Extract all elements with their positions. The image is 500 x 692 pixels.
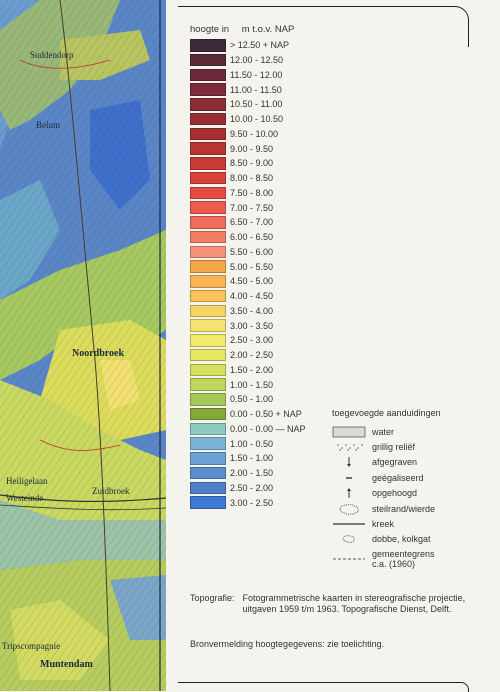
legend-range: 0.00 - 0.50 + NAP xyxy=(230,409,302,420)
legend-entry xyxy=(190,318,306,333)
legend-range: 3.00 - 2.50 xyxy=(230,497,274,508)
place-label: Noordbroek xyxy=(72,348,125,359)
source-note: Bronvermelding hoogtegegevens: zie toelichting. xyxy=(190,639,385,649)
legend-range: 6.50 - 7.00 xyxy=(230,217,274,228)
legend-entry xyxy=(190,304,306,319)
legend-range: 6.00 - 6.50 xyxy=(230,232,274,243)
legend-swatch xyxy=(190,216,226,229)
extras-label: steilrand/wierde xyxy=(372,503,436,514)
extras-title: toegevoegde aanduidingen xyxy=(332,408,441,418)
scalloped-small-icon xyxy=(332,533,366,545)
extras-item xyxy=(332,501,442,516)
legend-entry xyxy=(190,200,306,215)
legend-entry xyxy=(190,97,306,112)
legend-entry xyxy=(190,451,306,466)
extras-label: geégaliseerd xyxy=(372,472,424,483)
legend-entry xyxy=(190,230,306,245)
legend-entry xyxy=(190,215,306,230)
extras-label: dobbe, kolkgat xyxy=(372,534,431,545)
legend-swatch xyxy=(190,246,226,259)
place-label: Muntendam xyxy=(40,659,93,670)
legend-range: 1.50 - 2.00 xyxy=(230,364,274,375)
legend-range: 10.50 - 11.00 xyxy=(230,99,283,110)
extras-item xyxy=(332,547,442,571)
extras-label: kreek xyxy=(372,519,395,530)
extras-item xyxy=(332,424,442,439)
legend-range: 8.50 - 9.00 xyxy=(230,158,274,169)
legend-entry xyxy=(190,289,306,304)
extras-item xyxy=(332,532,442,547)
legend-range: 7.00 - 7.50 xyxy=(230,202,274,213)
legend-entry xyxy=(190,274,306,289)
extras-item xyxy=(332,470,442,485)
legend-swatch xyxy=(190,393,226,406)
legend-swatch xyxy=(190,98,226,111)
legend-entry xyxy=(190,348,306,363)
legend-range: 0.00 - 0.00 — NAP xyxy=(230,423,306,434)
legend-swatch xyxy=(190,334,226,347)
elevation-scale xyxy=(190,38,306,510)
legend-entry xyxy=(190,245,306,260)
legend-swatch xyxy=(190,69,226,82)
legend-entry xyxy=(190,363,306,378)
legend-range: 4.00 - 4.50 xyxy=(230,291,274,302)
legend-swatch xyxy=(190,187,226,200)
legend-swatch xyxy=(190,349,226,362)
legend-range: 1.50 - 1.00 xyxy=(230,453,274,464)
legend-entry xyxy=(190,481,306,496)
legend-range: 2.00 - 2.50 xyxy=(230,350,274,361)
legend-entry xyxy=(190,392,306,407)
legend-unit: m t.o.v. NAP xyxy=(241,24,295,35)
water-swatch-icon xyxy=(332,426,366,438)
place-label: Zuidbroek xyxy=(92,486,130,496)
legend-title xyxy=(190,24,294,35)
place-label: Westeinde xyxy=(6,493,44,503)
legend-entry xyxy=(190,68,306,83)
legend-entry xyxy=(190,495,306,510)
legend-swatch xyxy=(190,128,226,141)
legend-swatch xyxy=(190,113,226,126)
place-label: Suddendorp xyxy=(30,50,74,60)
legend-swatch xyxy=(190,437,226,450)
legend-entry xyxy=(190,53,306,68)
legend-entry xyxy=(190,156,306,171)
legend-range: > 12.50 + NAP xyxy=(230,40,290,51)
elevation-map xyxy=(0,0,166,691)
scalloped-outline-icon xyxy=(332,503,366,515)
legend-range: 5.50 - 6.00 xyxy=(230,246,274,257)
legend-range: 11.50 - 12.00 xyxy=(230,69,283,80)
legend-swatch xyxy=(190,319,226,332)
extras-item xyxy=(332,486,442,501)
extras-label: afgegraven xyxy=(372,457,418,468)
extras-list xyxy=(332,424,442,571)
topografie-note xyxy=(190,593,473,615)
legend-swatch xyxy=(190,364,226,377)
up-arrow-icon xyxy=(332,487,366,499)
legend-range: 5.00 - 5.50 xyxy=(230,261,274,272)
dashed-line-icon xyxy=(332,553,366,565)
legend-swatch xyxy=(190,275,226,288)
legend-swatch xyxy=(190,260,226,273)
topografie-label: Topografie: xyxy=(190,593,235,603)
dotted-relief-icon xyxy=(332,441,366,453)
legend-swatch xyxy=(190,201,226,214)
legend-entry xyxy=(190,127,306,142)
legend-entry xyxy=(190,112,306,127)
legend-swatch xyxy=(190,496,226,509)
legend-entry xyxy=(190,422,306,437)
legend-entry xyxy=(190,38,306,53)
legend-range: 4.50 - 5.00 xyxy=(230,276,274,287)
extras-label: water xyxy=(372,426,395,437)
legend-entry xyxy=(190,141,306,156)
legend-title-text: hoogte in xyxy=(190,24,230,35)
extras-item xyxy=(332,455,442,470)
extras-label: opgehoogd xyxy=(372,488,418,499)
legend-swatch xyxy=(190,467,226,480)
legend-swatch xyxy=(190,452,226,465)
legend-range: 2.00 - 1.50 xyxy=(230,468,274,479)
legend-swatch xyxy=(190,157,226,170)
legend-range: 2.50 - 3.00 xyxy=(230,335,274,346)
topografie-text: Fotogrammetrische kaarten in stereografische projectie, uitgaven 1959 t/m 1963. Topografische Dienst, Delft. xyxy=(242,593,466,614)
legend-range: 12.00 - 12.50 xyxy=(230,55,284,66)
legend-swatch xyxy=(190,83,226,96)
legend-swatch xyxy=(190,290,226,303)
legend-range: 7.50 - 8.00 xyxy=(230,187,274,198)
place-label: Belum xyxy=(36,120,60,130)
legend-range: 8.00 - 8.50 xyxy=(230,173,274,184)
extras-item xyxy=(332,439,442,454)
legend-entry xyxy=(190,407,306,422)
level-dash-icon xyxy=(332,472,366,484)
legend-swatch xyxy=(190,378,226,391)
legend-entry xyxy=(190,82,306,97)
extras-label: grillig reliëf xyxy=(372,442,416,453)
legend-swatch xyxy=(190,305,226,318)
legend-range: 2.50 - 2.00 xyxy=(230,482,274,493)
legend-range: 9.50 - 10.00 xyxy=(230,128,279,139)
legend-entry xyxy=(190,466,306,481)
legend-range: 11.00 - 11.50 xyxy=(230,84,282,95)
map-graphic xyxy=(0,0,166,691)
legend-entry xyxy=(190,171,306,186)
legend-swatch xyxy=(190,408,226,421)
legend-swatch xyxy=(190,231,226,244)
place-label: Tripscompagnie xyxy=(2,641,61,651)
legend-range: 10.00 - 10.50 xyxy=(230,114,284,125)
legend-entry xyxy=(190,259,306,274)
legend-swatch xyxy=(190,482,226,495)
legend-range: 9.00 - 9.50 xyxy=(230,143,274,154)
extras-label: gemeentegrens c.a. (1960) xyxy=(372,549,435,570)
extras-item xyxy=(332,516,442,531)
legend-swatch xyxy=(190,39,226,52)
legend-swatch xyxy=(190,423,226,436)
legend-entry xyxy=(190,333,306,348)
legend-range: 0.50 - 1.00 xyxy=(230,394,274,405)
legend-entry xyxy=(190,186,306,201)
legend-range: 3.00 - 3.50 xyxy=(230,320,274,331)
legend-range: 3.50 - 4.00 xyxy=(230,305,274,316)
legend-range: 1.00 - 1.50 xyxy=(230,379,274,390)
legend-swatch xyxy=(190,172,226,185)
legend-entry xyxy=(190,436,306,451)
legend-swatch xyxy=(190,142,226,155)
legend-range: 1.00 - 0.50 xyxy=(230,438,274,449)
legend-swatch xyxy=(190,54,226,67)
down-arrow-icon xyxy=(332,456,366,468)
solid-line-icon xyxy=(332,518,366,530)
place-label: Heiligelaan xyxy=(6,476,48,486)
legend-entry xyxy=(190,377,306,392)
